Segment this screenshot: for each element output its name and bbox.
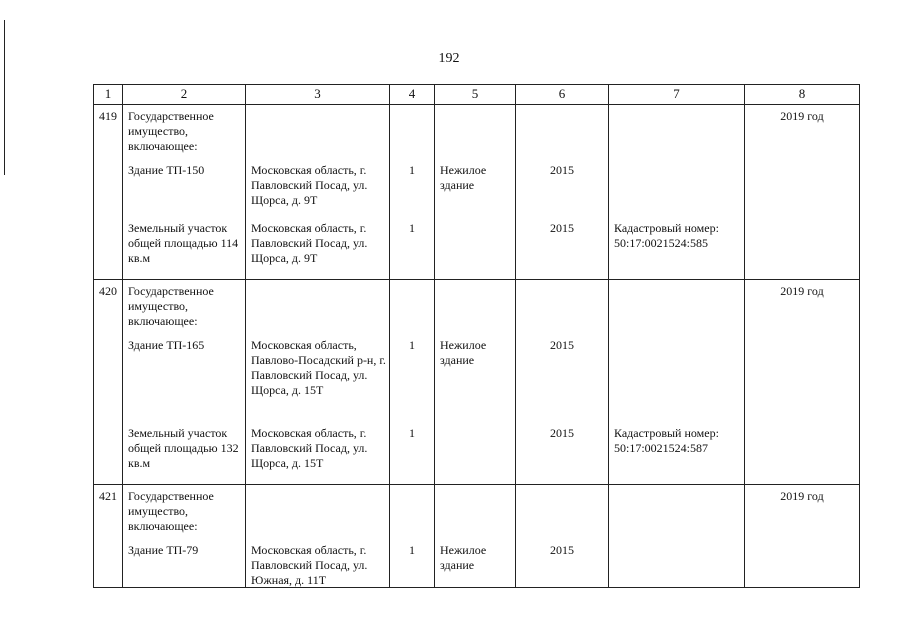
item-name-line: Государственное имущество, включающее:: [128, 109, 214, 153]
quantity-line: 1: [409, 163, 415, 177]
year-line: [516, 485, 608, 543]
cell-address: [246, 485, 390, 588]
transfer-date-line: [745, 221, 859, 279]
transfer-date-line: [745, 338, 859, 426]
column-header-3: 3: [246, 85, 390, 105]
quantity-line: [390, 485, 434, 543]
cadastral-info-line: [609, 338, 744, 426]
item-name-line: Здание ТП-150: [128, 163, 205, 177]
year-line: [516, 105, 608, 163]
cell-transfer-date: [745, 105, 860, 280]
item-name-line: Здание ТП-79: [128, 543, 199, 557]
row-number: 421: [94, 485, 123, 588]
quantity-line: [390, 105, 434, 163]
cadastral-info-line: [609, 543, 744, 587]
cell-cadastral-info: [609, 280, 745, 485]
cell-year: [516, 105, 609, 280]
transfer-date-line: 2019 год: [780, 489, 824, 503]
cadastral-info-line: [609, 280, 744, 338]
item-name-line: Земельный участок общей площадью 114 кв.м: [128, 221, 239, 265]
cell-cadastral-info: [609, 105, 745, 280]
quantity-line: 1: [409, 426, 415, 440]
transfer-date-line: 2019 год: [780, 109, 824, 123]
address-line: Московская область, г. Павловский Посад, ул. Южная, д. 11Т: [251, 543, 368, 587]
cell-cadastral-info: [609, 485, 745, 588]
cell-address: [246, 105, 390, 280]
cell-item-name: [123, 280, 246, 485]
column-header-1: 1: [94, 85, 123, 105]
year-line: 2015: [550, 426, 574, 440]
quantity-line: [390, 280, 434, 338]
purpose-line: Нежилое здание: [440, 163, 487, 192]
margin-line: [4, 20, 5, 175]
address-line: Московская область, г. Павловский Посад, ул. Щорса, д. 15Т: [251, 426, 368, 470]
cell-item-name: [123, 485, 246, 588]
cell-purpose: [435, 485, 516, 588]
quantity-line: 1: [409, 543, 415, 557]
cell-quantity: [390, 280, 435, 485]
address-line: Московская область, г. Павловский Посад, ул. Щорса, д. 9Т: [251, 163, 368, 207]
purpose-line: [435, 280, 515, 338]
cadastral-info-line: [609, 163, 744, 221]
row-number: 420: [94, 280, 123, 485]
table-row: [94, 105, 860, 280]
cell-item-name: [123, 105, 246, 280]
cell-quantity: [390, 105, 435, 280]
column-header-2: 2: [123, 85, 246, 105]
row-number: 419: [94, 105, 123, 280]
address-line: Московская область, г. Павловский Посад, ул. Щорса, д. 9Т: [251, 221, 368, 265]
quantity-line: 1: [409, 221, 415, 235]
address-line: [246, 485, 389, 543]
purpose-line: [435, 485, 515, 543]
purpose-line: [435, 221, 515, 279]
cell-transfer-date: [745, 280, 860, 485]
purpose-line: Нежилое здание: [440, 338, 487, 367]
transfer-date-line: [745, 163, 859, 221]
property-table: [93, 84, 860, 588]
table-body: [94, 105, 860, 588]
year-line: 2015: [550, 543, 574, 557]
year-line: [516, 280, 608, 338]
transfer-date-line: 2019 год: [780, 284, 824, 298]
address-line: [246, 280, 389, 338]
cadastral-info-line: Кадастровый номер: 50:17:0021524:587: [614, 426, 719, 455]
transfer-date-line: [745, 543, 859, 587]
transfer-date-line: [745, 426, 859, 484]
cell-year: [516, 280, 609, 485]
item-name-line: Государственное имущество, включающее:: [128, 489, 214, 533]
column-header-5: 5: [435, 85, 516, 105]
page-number: 192: [438, 51, 460, 66]
address-line: Московская область, Павлово-Посадский р-н, г. Павловский Посад, ул. Щорса, д. 15Т: [251, 338, 386, 397]
column-header-6: 6: [516, 85, 609, 105]
column-header-7: 7: [609, 85, 745, 105]
address-line: [246, 105, 389, 163]
cell-quantity: [390, 485, 435, 588]
table-row: [94, 485, 860, 588]
year-line: 2015: [550, 338, 574, 352]
header-row: [94, 85, 860, 105]
cadastral-info-line: [609, 485, 744, 543]
column-header-8: 8: [745, 85, 860, 105]
purpose-line: [435, 426, 515, 484]
cadastral-info-line: [609, 105, 744, 163]
year-line: 2015: [550, 163, 574, 177]
item-name-line: Государственное имущество, включающее:: [128, 284, 214, 328]
cell-address: [246, 280, 390, 485]
cell-transfer-date: [745, 485, 860, 588]
cell-purpose: [435, 105, 516, 280]
quantity-line: 1: [409, 338, 415, 352]
item-name-line: Земельный участок общей площадью 132 кв.м: [128, 426, 239, 470]
column-header-4: 4: [390, 85, 435, 105]
cell-purpose: [435, 280, 516, 485]
item-name-line: Здание ТП-165: [128, 338, 205, 352]
year-line: 2015: [550, 221, 574, 235]
cadastral-info-line: Кадастровый номер: 50:17:0021524:585: [614, 221, 719, 250]
purpose-line: [435, 105, 515, 163]
table-row: [94, 280, 860, 485]
purpose-line: Нежилое здание: [440, 543, 487, 572]
cell-year: [516, 485, 609, 588]
